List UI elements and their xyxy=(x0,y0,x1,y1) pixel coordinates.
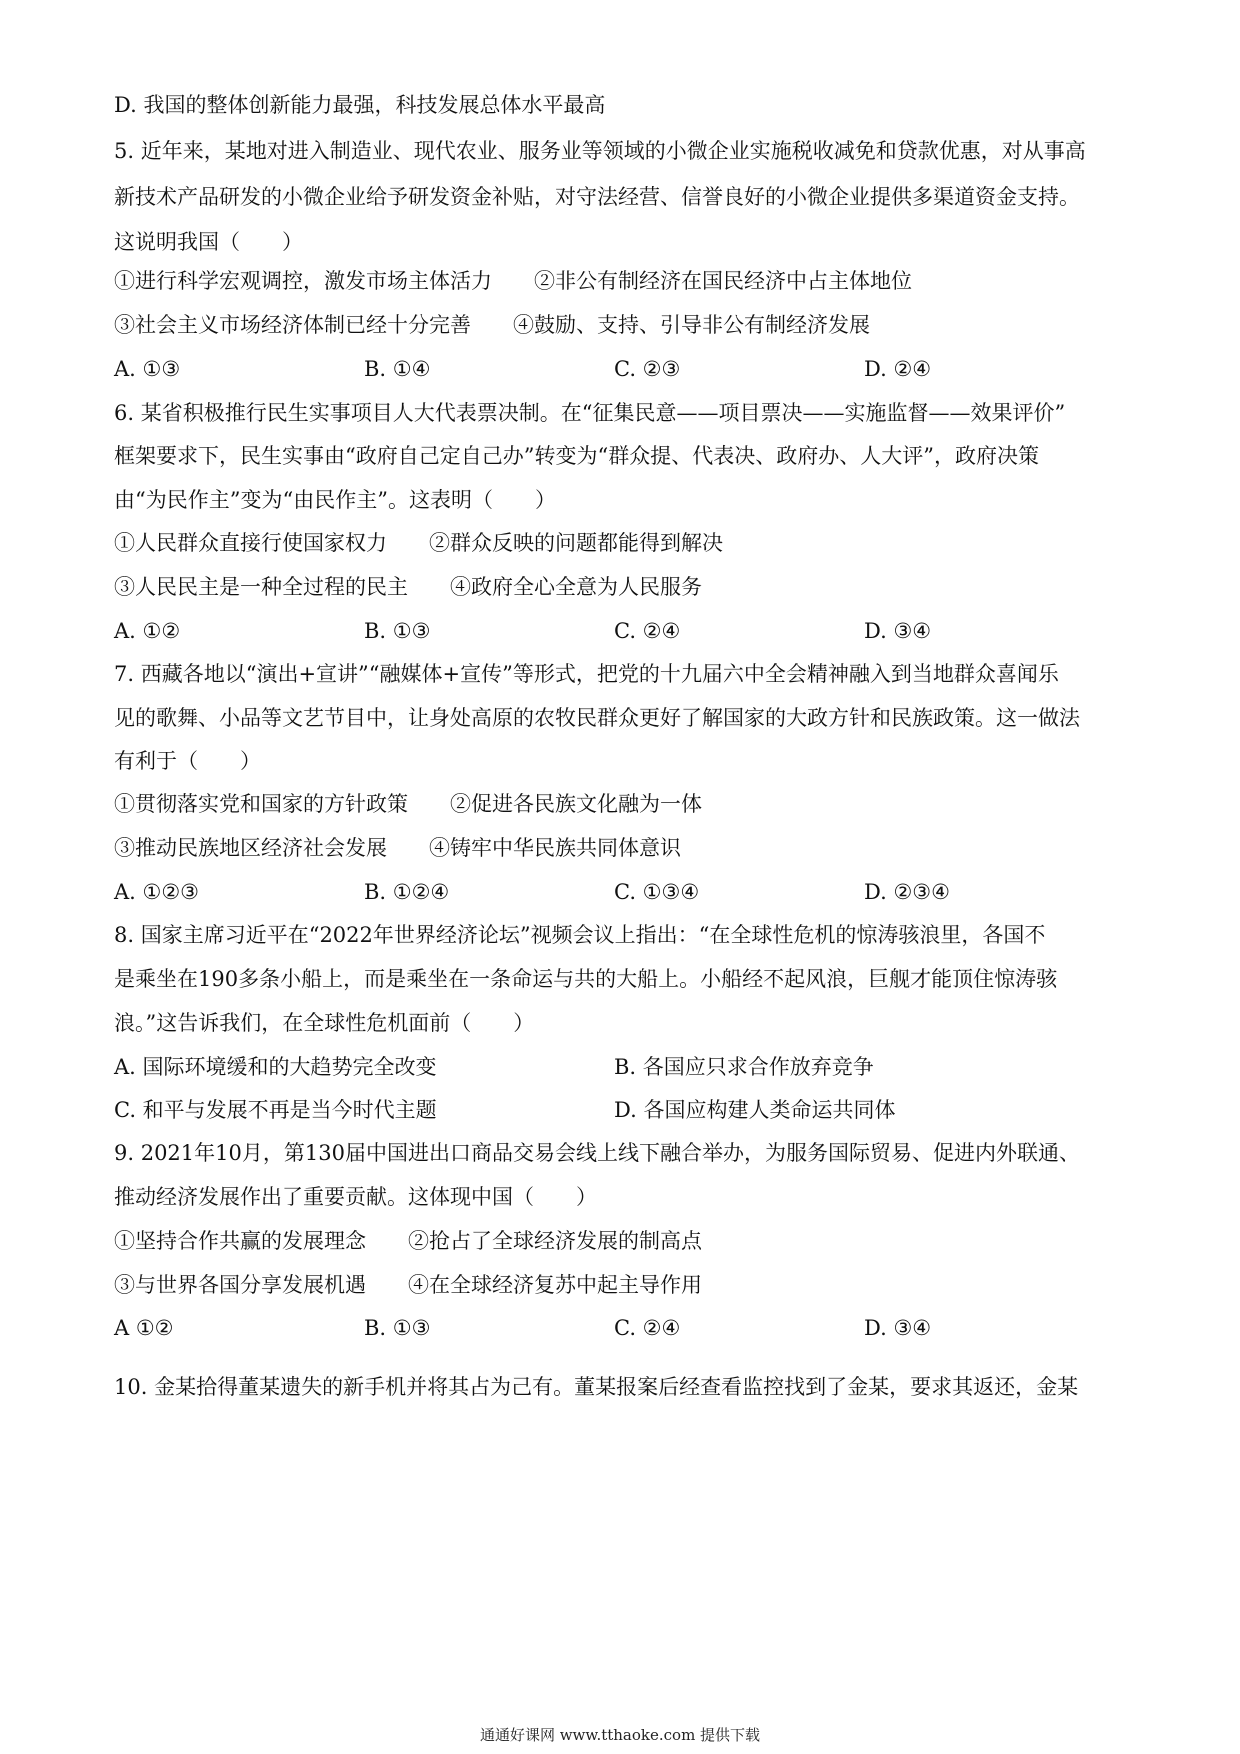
question-7-stem: 7. 西藏各地以“演出+宣讲”“融媒体+宣传”等形式，把党的十九届六中全会精神融入到当地群众喜闻乐 xyxy=(114,662,1059,686)
question-7-stem: 有利于（ ） xyxy=(114,749,261,773)
option-a: A. ①③ xyxy=(114,357,181,381)
option-a: A ①② xyxy=(114,1316,174,1340)
option-c: C. ②③ xyxy=(614,357,681,381)
question-6-statements: ③人民民主是一种全过程的民主 ④政府全心全意为人民服务 xyxy=(114,575,702,599)
question-6-stem: 由“为民作主”变为“由民作主”。这表明（ ） xyxy=(114,488,556,512)
option-b: B. ①③ xyxy=(364,1316,431,1340)
question-5-stem: 5. 近年来，某地对进入制造业、现代农业、服务业等领域的小微企业实施税收减免和贷款优惠，对从事高 xyxy=(114,139,1086,163)
option-d: D. 各国应构建人类命运共同体 xyxy=(614,1098,896,1122)
question-5-statements: ①进行科学宏观调控，激发市场主体活力 ②非公有制经济在国民经济中占主体地位 xyxy=(114,269,912,293)
question-9-statements: ③与世界各国分享发展机遇 ④在全球经济复苏中起主导作用 xyxy=(114,1273,702,1297)
question-5-stem: 新技术产品研发的小微企业给予研发资金补贴，对守法经营、信誉良好的小微企业提供多渠道资金支持。 xyxy=(114,185,1080,209)
question-9-stem: 9. 2021年10月，第130届中国进出口商品交易会线上线下融合举办，为服务国际贸易、促进内外联通、 xyxy=(114,1141,1080,1165)
option-b: B. ①②④ xyxy=(364,880,450,904)
question-6-statements: ①人民群众直接行使国家权力 ②群众反映的问题都能得到解决 xyxy=(114,531,723,555)
option-b: B. 各国应只求合作放弃竞争 xyxy=(614,1055,874,1079)
question-9-stem: 推动经济发展作出了重要贡献。这体现中国（ ） xyxy=(114,1185,597,1209)
question-9-statements: ①坚持合作共赢的发展理念 ②抢占了全球经济发展的制高点 xyxy=(114,1229,702,1253)
option-c: C. ②④ xyxy=(614,1316,681,1340)
question-7-statements: ③推动民族地区经济社会发展 ④铸牢中华民族共同体意识 xyxy=(114,836,681,860)
question-7-stem: 见的歌舞、小品等文艺节目中，让身处高原的农牧民群众更好了解国家的大政方针和民族政策。这一做法 xyxy=(114,706,1080,730)
option-a: A. 国际环境缓和的大趋势完全改变 xyxy=(114,1055,437,1079)
question-7-statements: ①贯彻落实党和国家的方针政策 ②促进各民族文化融为一体 xyxy=(114,792,702,816)
footer-watermark: 通通好课网 www.tthaoke.com 提供下载 xyxy=(479,1726,761,1744)
option-d: D. ②④ xyxy=(864,357,932,381)
option-d: D. ③④ xyxy=(864,619,932,643)
option-d: D. ②③④ xyxy=(864,880,950,904)
question-5-statements: ③社会主义市场经济体制已经十分完善 ④鼓励、支持、引导非公有制经济发展 xyxy=(114,313,870,337)
question-6-stem: 框架要求下，民生实事由“政府自己定自己办”转变为“群众提、代表决、政府办、人大评”，政府决策 xyxy=(114,444,1039,468)
question-8-stem: 8. 国家主席习近平在“2022年世界经济论坛”视频会议上指出：“在全球性危机的惊涛骇浪里，各国不 xyxy=(114,923,1046,947)
question-6-stem: 6. 某省积极推行民生实事项目人大代表票决制。在“征集民意——项目票决——实施监督——效果评价” xyxy=(114,401,1066,425)
option-d: D. ③④ xyxy=(864,1316,932,1340)
option-b: B. ①④ xyxy=(364,357,431,381)
option-a: A. ①② xyxy=(114,619,181,643)
option-c: C. 和平与发展不再是当今时代主题 xyxy=(114,1098,437,1122)
question-10-stem: 10. 金某拾得董某遗失的新手机并将其占为己有。董某报案后经查看监控找到了金某，要求其返还，金某 xyxy=(114,1375,1079,1399)
option-b: B. ①③ xyxy=(364,619,431,643)
option-a: A. ①②③ xyxy=(114,880,199,904)
option-c: C. ①③④ xyxy=(614,880,700,904)
question-5-stem: 这说明我国（ ） xyxy=(114,230,303,254)
option-text: D. 我国的整体创新能力最强，科技发展总体水平最高 xyxy=(114,93,606,117)
option-c: C. ②④ xyxy=(614,619,681,643)
question-8-stem: 浪。”这告诉我们，在全球性危机面前（ ） xyxy=(114,1011,535,1035)
question-8-stem: 是乘坐在190多条小船上，而是乘坐在一条命运与共的大船上。小船经不起风浪，巨舰才能顶住惊涛骇 xyxy=(114,967,1058,991)
